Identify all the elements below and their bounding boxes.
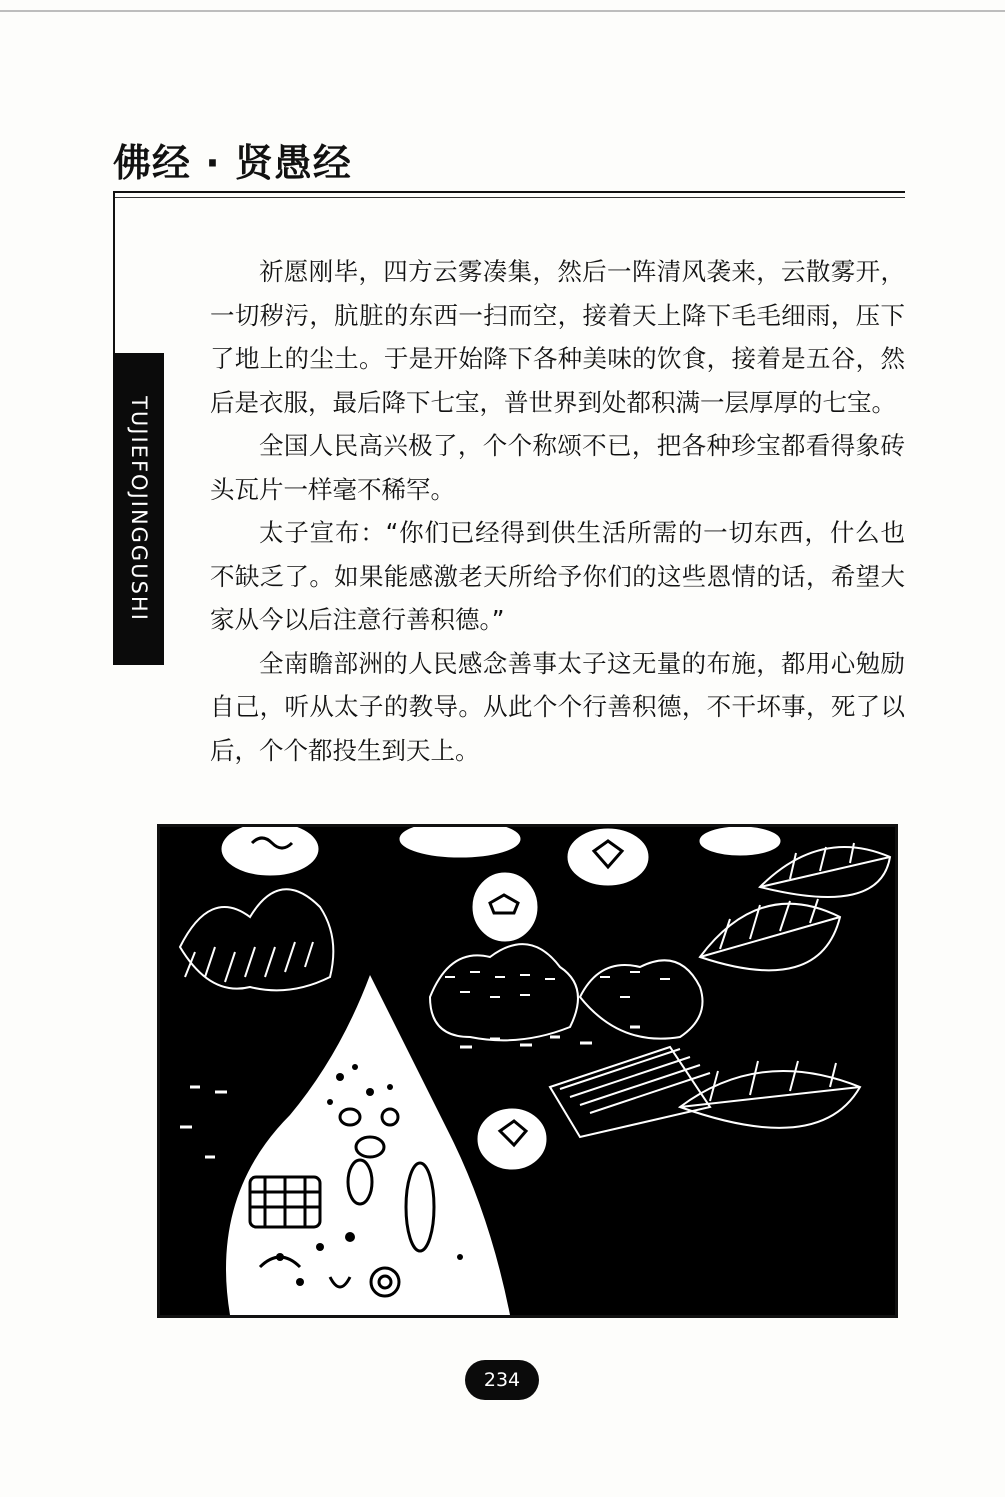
paragraph: 全南瞻部洲的人民感念善事太子这无量的布施，都用心勉励自己，听从太子的教导。从此个个行善积德，不干坏事，死了以后，个个都投生到天上。 xyxy=(210,648,905,765)
header-rule-thick xyxy=(113,191,905,193)
illustration-drawing xyxy=(160,827,895,1315)
page-header-title: 佛经 · 贤愚经 xyxy=(113,141,352,185)
paragraph: 全国人民高兴极了，个个称颂不已，把各种珍宝都看得象砖头瓦片一样毫不稀罕。 xyxy=(210,431,905,504)
side-tab-text: TUJIEFOJINGGUSHI xyxy=(126,396,151,622)
illustration-treasures xyxy=(157,824,898,1318)
side-tab xyxy=(113,353,164,665)
page-number: 234 xyxy=(465,1360,539,1400)
header-rule-thin xyxy=(113,197,905,198)
paragraph: 祈愿刚毕，四方云雾凑集，然后一阵清风袭来，云散雾开，一切秽污，肮脏的东西一扫而空，接着天上降下毛毛细雨，压下了地上的尘土。于是开始降下各种美味的饮食，接着是五谷，然后是衣服，最后降下七宝，普世界到处都积满一层厚厚的七宝。 xyxy=(210,257,905,417)
paragraph: 太子宣布：“你们已经得到供生活所需的一切东西，什么也不缺乏了。如果能感激老天所给予你们的这些恩情的话，希望大家从今以后注意行善积德。” xyxy=(210,518,905,634)
scan-edge-line xyxy=(0,10,1005,12)
margin-vertical-rule xyxy=(113,193,115,353)
body-text xyxy=(210,250,905,772)
